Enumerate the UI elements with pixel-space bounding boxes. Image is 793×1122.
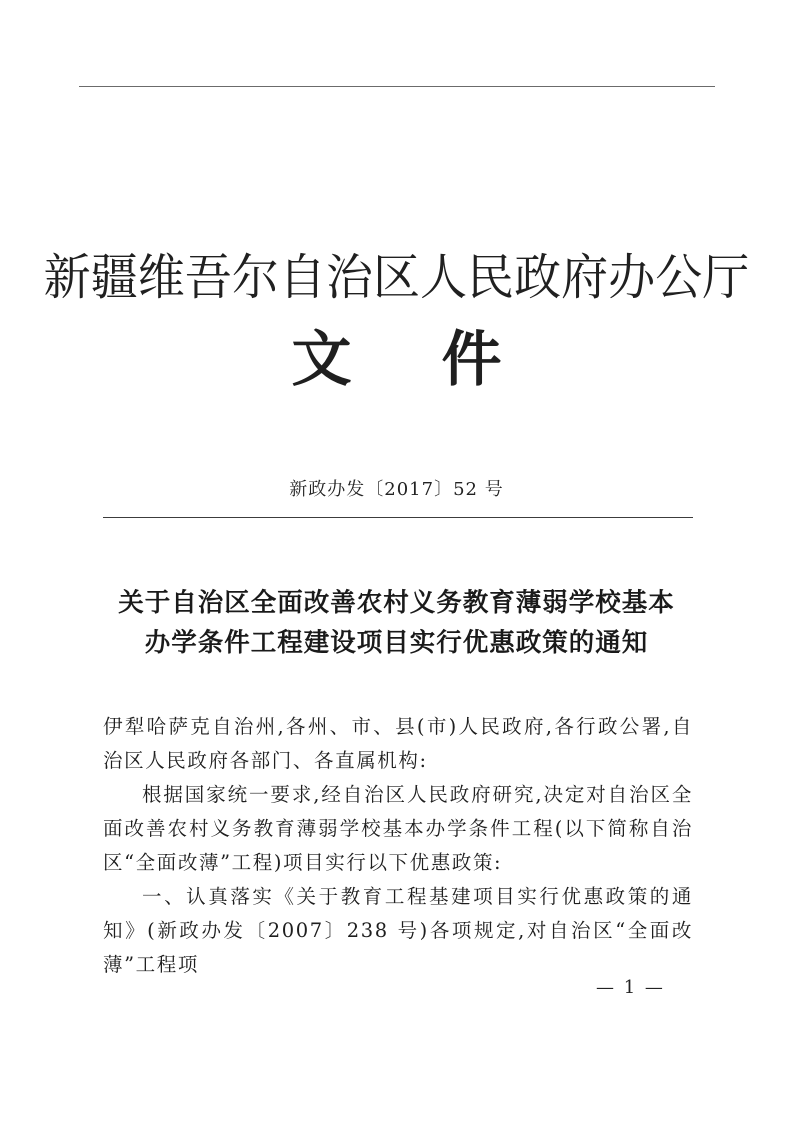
document-number: 新政办发〔2017〕52 号 xyxy=(289,479,504,500)
page-number: — 1 — xyxy=(596,977,665,998)
document-type-char-1: 文 xyxy=(291,325,352,395)
notice-body xyxy=(103,710,693,982)
recipients-paragraph: 伊犁哈萨克自治州,各州、市、县(市)人民政府,各行政公署,自治区人民政府各部门、各直属机构: xyxy=(103,715,693,772)
notice-title-line-1: 关于自治区全面改善农村义务教育薄弱学校基本 xyxy=(118,588,675,618)
body-paragraph-1: 根据国家统一要求,经自治区人民政府研究,决定对自治区全面改善农村义务教育薄弱学校基本办学条件工程(以下简称自治区“全面改薄”工程)项目实行以下优惠政策: xyxy=(103,783,693,874)
notice-title xyxy=(0,583,793,663)
top-rule xyxy=(79,86,715,87)
document-type-header xyxy=(0,324,793,396)
document-number-rule xyxy=(103,517,693,518)
body-paragraph-2: 一、认真落实《关于教育工程基建项目实行优惠政策的通知》(新政办发〔2007〕238 号)各项规定,对自治区“全面改薄”工程项 xyxy=(103,885,693,976)
document-type-char-2: 件 xyxy=(441,325,502,395)
notice-title-line-2: 办学条件工程建设项目实行优惠政策的通知 xyxy=(144,628,649,658)
issuing-office-header: 新疆维吾尔自治区人民政府办公厅 xyxy=(43,249,750,306)
